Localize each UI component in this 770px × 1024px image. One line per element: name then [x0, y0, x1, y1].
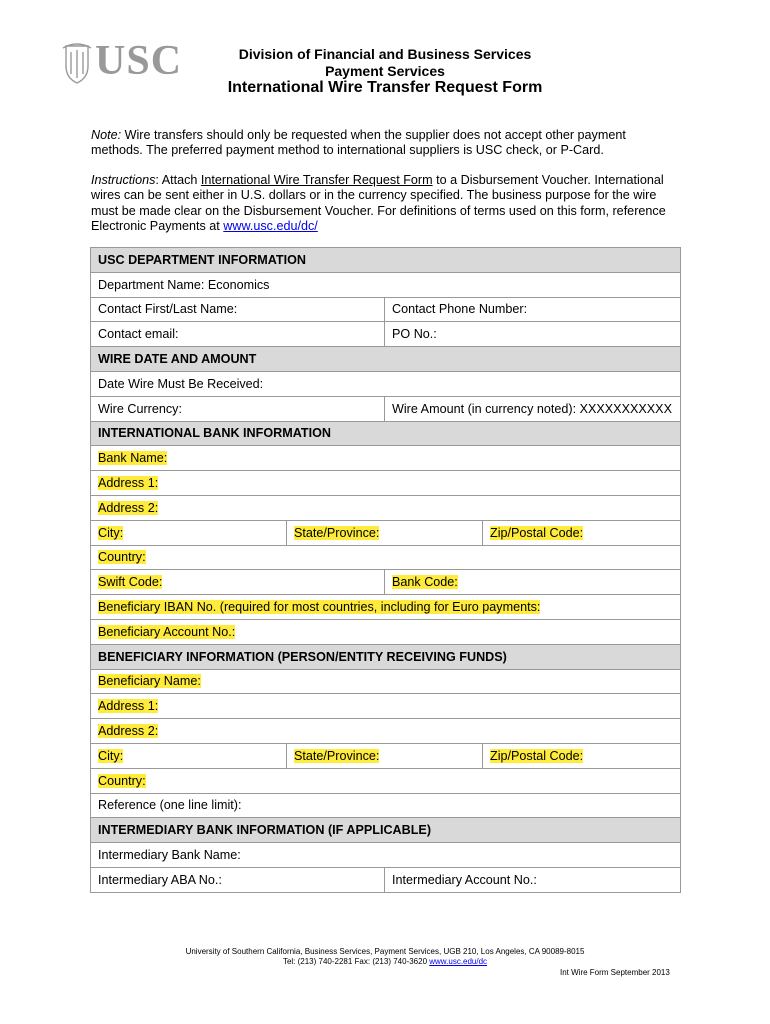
intermediary-aba-field[interactable]: Intermediary ABA No.:	[91, 867, 385, 892]
bank-section-heading: INTERNATIONAL BANK INFORMATION	[91, 421, 681, 446]
beneficiary-account-field[interactable]	[91, 619, 681, 644]
beneficiary-state-field[interactable]	[287, 743, 483, 768]
beneficiary-country-field[interactable]	[91, 768, 681, 793]
bank-state-field[interactable]	[287, 520, 483, 545]
beneficiary-name-label: Beneficiary Name:	[98, 674, 201, 689]
beneficiary-zip-label: Zip/Postal Code:	[490, 748, 584, 763]
beneficiary-country-label: Country:	[98, 773, 146, 788]
beneficiary-address2-label: Address 2:	[98, 724, 159, 739]
contact-email-field[interactable]: Contact email:	[91, 322, 385, 347]
iban-field[interactable]	[91, 595, 681, 620]
reference-field[interactable]: Reference (one line limit):	[91, 793, 681, 818]
wire-currency-field[interactable]: Wire Currency:	[91, 396, 385, 421]
footer-phone-fax: Tel: (213) 740-2281 Fax: (213) 740-3620	[282, 957, 430, 966]
wire-form-table	[90, 247, 681, 893]
instructions-paragraph	[91, 173, 681, 235]
beneficiary-account-label: Beneficiary Account No.:	[98, 624, 236, 639]
department-heading: Payment Services	[325, 63, 445, 79]
beneficiary-state-label: State/Province:	[294, 748, 380, 763]
bank-state-label: State/Province:	[294, 525, 380, 540]
note-paragraph	[91, 128, 681, 159]
bank-code-field[interactable]	[385, 570, 681, 595]
beneficiary-address1-field[interactable]	[91, 694, 681, 719]
wire-amount-field[interactable]: Wire Amount (in currency noted): XXXXXXXXXXX	[385, 396, 681, 421]
intermediary-account-field[interactable]: Intermediary Account No.:	[385, 867, 681, 892]
bank-country-label: Country:	[98, 550, 146, 565]
beneficiary-zip-field[interactable]	[483, 743, 681, 768]
bank-zip-field[interactable]	[483, 520, 681, 545]
electronic-payments-link[interactable]: www.usc.edu/dc/	[223, 219, 318, 234]
iban-label: Beneficiary IBAN No. (required for most countries, including for Euro payments:	[98, 600, 541, 615]
usc-logo-text: USC	[95, 38, 183, 84]
instructions-label: Instructions	[91, 173, 156, 187]
bank-zip-label: Zip/Postal Code:	[490, 525, 584, 540]
bank-city-label: City:	[98, 525, 124, 540]
instructions-text: to a Disbursement Voucher. International wires can be sent either in U.S. dollars or in the currency specified. The business purpose for the wire must be made clear on the Disbursement Voucher. For definitions of terms used on this form, reference Electronic Payments at	[91, 173, 666, 234]
wire-date-field[interactable]: Date Wire Must Be Received:	[91, 371, 681, 396]
bank-address2-field[interactable]	[91, 495, 681, 520]
form-name-link: International Wire Transfer Request Form	[200, 173, 433, 187]
bank-address2-label: Address 2:	[98, 500, 159, 515]
beneficiary-name-field[interactable]	[91, 669, 681, 694]
intermediary-section-heading: INTERMEDIARY BANK INFORMATION (IF APPLICABLE)	[91, 818, 681, 843]
beneficiary-address2-field[interactable]	[91, 719, 681, 744]
footer-address: University of Southern California, Business Services, Payment Services, UGB 210, Los Angeles, CA 90089-8015	[185, 947, 585, 956]
footer-link[interactable]: www.usc.edu/dc	[429, 957, 488, 966]
beneficiary-section-heading: BENEFICIARY INFORMATION (PERSON/ENTITY RECEIVING FUNDS)	[91, 644, 681, 669]
bank-country-field[interactable]	[91, 545, 681, 570]
intermediary-bank-name-field[interactable]: Intermediary Bank Name:	[91, 843, 681, 868]
note-text: Wire transfers should only be requested when the supplier does not accept other payment methods. The preferred payment method to international suppliers is USC check, or P-Card.	[91, 128, 626, 158]
note-label: Note:	[91, 128, 122, 142]
bank-code-label: Bank Code:	[392, 575, 458, 590]
bank-name-label: Bank Name:	[98, 451, 168, 466]
footer-contact	[0, 957, 770, 967]
dept-section-heading: USC DEPARTMENT INFORMATION	[91, 248, 681, 273]
contact-name-field[interactable]: Contact First/Last Name:	[91, 297, 385, 322]
swift-code-field[interactable]	[91, 570, 385, 595]
form-title: International Wire Transfer Request Form	[227, 79, 543, 96]
contact-phone-field[interactable]: Contact Phone Number:	[385, 297, 681, 322]
bank-city-field[interactable]	[91, 520, 287, 545]
form-id: Int Wire Form September 2013	[560, 968, 670, 977]
department-name-field[interactable]: Department Name: Economics	[91, 272, 681, 297]
swift-code-label: Swift Code:	[98, 575, 163, 590]
beneficiary-city-label: City:	[98, 748, 124, 763]
wire-section-heading: WIRE DATE AND AMOUNT	[91, 347, 681, 372]
bank-address1-label: Address 1:	[98, 476, 159, 491]
bank-address1-field[interactable]	[91, 471, 681, 496]
instructions-sep: : Attach	[155, 173, 201, 187]
beneficiary-address1-label: Address 1:	[98, 699, 159, 714]
po-number-field[interactable]: PO No.:	[385, 322, 681, 347]
bank-name-field[interactable]	[91, 446, 681, 471]
division-heading: Division of Financial and Business Services	[238, 46, 532, 62]
beneficiary-city-field[interactable]	[91, 743, 287, 768]
